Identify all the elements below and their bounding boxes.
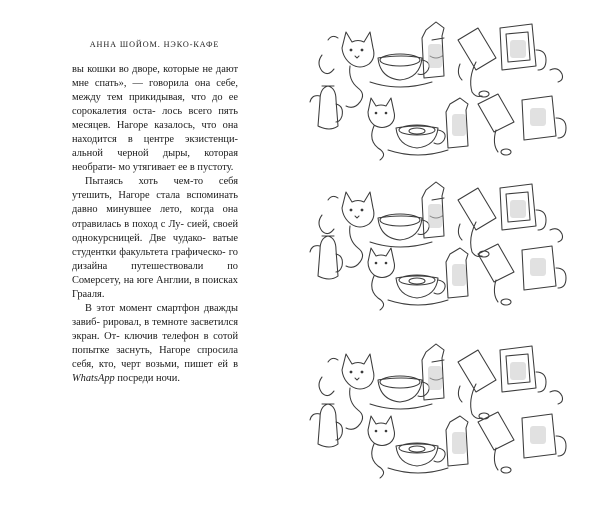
- text-line: прикидывая, что до ее сорокалетия остa-: [72, 92, 238, 118]
- text-line-prefix: пишет ей в: [184, 358, 238, 370]
- pattern-row-2: [310, 86, 566, 160]
- text-line: Нагоре спросила себя, кто, черт возьми,: [72, 344, 238, 370]
- cat-coffee-illustration: [300, 0, 600, 522]
- body-text: [72, 63, 238, 386]
- text-line: го дизайна путешествовали по Сомерсету,: [72, 246, 238, 286]
- text-line: альной черной дыры, которая необрати-: [72, 148, 238, 174]
- text-line: Пытаясь хоть чем-то себя утешить, Нагоре: [72, 176, 238, 202]
- pattern-row-6: [310, 404, 566, 478]
- text-line: вы кошки во дворе, которые не дают мне: [72, 64, 238, 90]
- text-line: лето, когда она отравилась в поход с Лу-: [72, 204, 238, 230]
- pattern-row-5: [319, 344, 563, 429]
- right-page: [300, 0, 600, 522]
- pattern-row-4: [310, 236, 566, 310]
- text-line: В этот момент смартфон дважды завиб-: [72, 302, 238, 328]
- text-line: стала вспоминать давно минувшее: [72, 190, 238, 216]
- pattern-row-1: [319, 22, 563, 107]
- text-line: спать», — говорила она себе, между тем: [72, 78, 238, 104]
- text-line: что она находится в центре экзистенци-: [72, 120, 238, 146]
- text-line: сией, своей однокурсницей. Две чудако-: [72, 218, 239, 244]
- paragraph-1: [72, 63, 238, 175]
- italic-word: WhatsApp: [72, 373, 115, 385]
- text-line: лось всего пять месяцев. Нагоре казалось,: [72, 106, 238, 132]
- pattern-row-3: [319, 182, 563, 267]
- text-line: ватые студентки факультета графическо-: [72, 232, 238, 258]
- text-line: на юге Англии, в поисках Грааля.: [72, 274, 238, 300]
- paragraph-3: [72, 302, 238, 386]
- text-line: мо утягивает ее в пустоту.: [118, 162, 234, 174]
- paragraph-2: [72, 175, 238, 301]
- running-head: АННА ШОЙОМ. НЭКО-КАФЕ: [89, 40, 220, 49]
- text-line-suffix: посреди ночи.: [114, 373, 180, 385]
- text-line: рировал, в темноте засветился экран. От-: [72, 316, 238, 342]
- text-line: ключив телефон в сотой попытке заснуть,: [72, 330, 238, 356]
